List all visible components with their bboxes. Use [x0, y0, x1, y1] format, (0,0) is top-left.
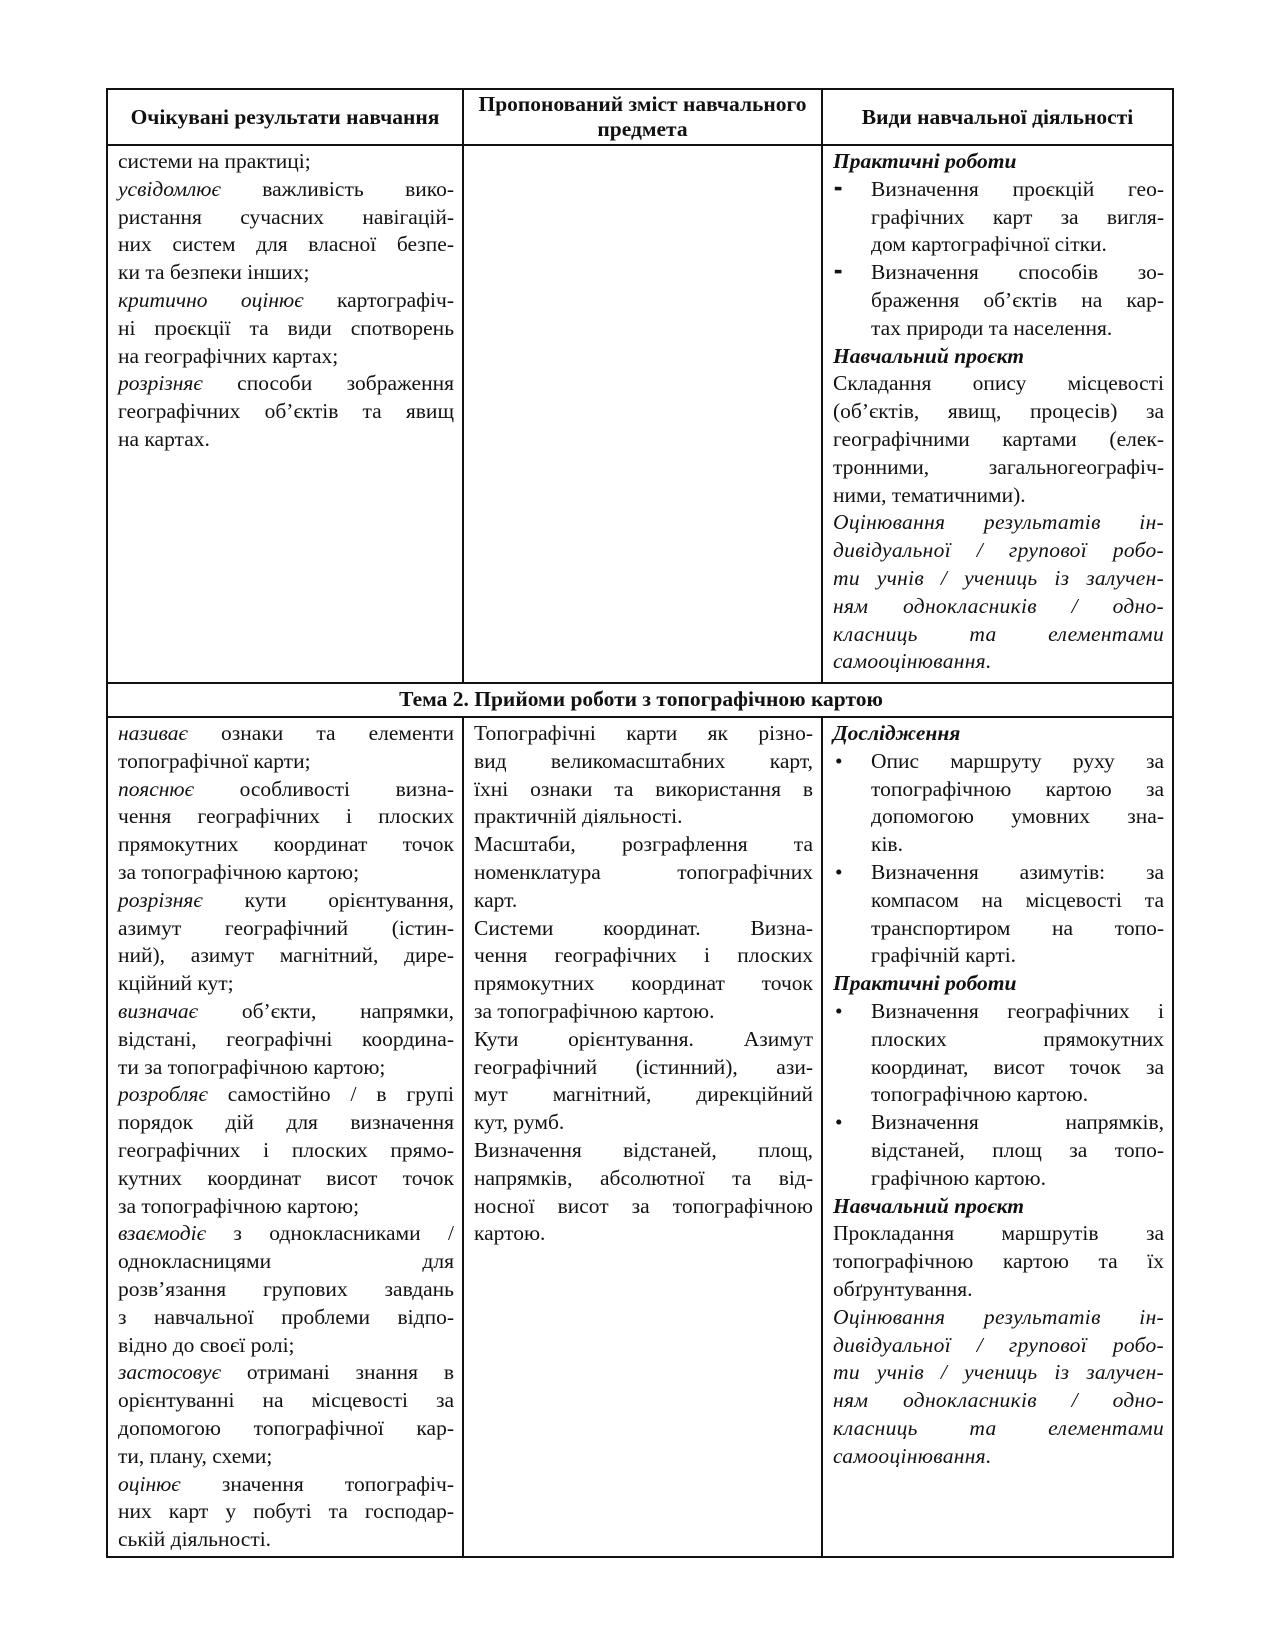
- outcome-line: [118, 1081, 454, 1109]
- outcome-text: особливості визна-: [193, 776, 454, 801]
- evaluation-line: дивідуальної / групової робо-: [833, 538, 1164, 563]
- outcome-text: допомогою топографічної кар-: [118, 1415, 454, 1440]
- outcome-line: [118, 1359, 454, 1387]
- outcome-text: важливість вико-: [220, 176, 454, 201]
- list-item: [833, 748, 1164, 859]
- outcome-line: [118, 915, 454, 943]
- outcome-line: [118, 942, 454, 970]
- section1-expected-results: [107, 145, 463, 683]
- outcome-text: чення географічних і плоских: [118, 804, 454, 829]
- outcome-text: ні проєкції та види спотворень: [118, 315, 454, 340]
- bullet-list: [833, 998, 1164, 1193]
- outcome-line: [118, 370, 454, 398]
- bullet-icon: •: [835, 1110, 843, 1135]
- content-line: географічний (істинний), ази-: [474, 1054, 813, 1079]
- list-item: [833, 259, 1164, 342]
- outcome-text: за топографічною картою;: [118, 859, 360, 884]
- section1-activities: [822, 145, 1173, 683]
- outcome-line: [118, 1443, 454, 1471]
- bullet-icon: •: [835, 859, 843, 884]
- list-item-line: координат, висот точок за: [871, 1054, 1164, 1079]
- outcome-line: [118, 970, 454, 998]
- outcome-line: [118, 1165, 454, 1193]
- outcome-text: орієнтуванні на місцевості за: [118, 1388, 454, 1413]
- outcome-verb: усвідомлює: [118, 176, 221, 201]
- outcome-text: ти, плану, схеми;: [118, 1443, 273, 1468]
- outcome-line: [118, 1220, 454, 1248]
- outcome-text: ристання сучасних навігацій-: [118, 204, 454, 229]
- content-line: Визначення відстаней, площ,: [474, 1137, 813, 1162]
- outcome-line: [118, 859, 454, 887]
- header-expected-results: Очікувані результати навчання: [107, 89, 463, 145]
- content-line: кут, румб.: [474, 1110, 565, 1135]
- content-line: Масштаби, розграфлення та: [474, 832, 813, 857]
- outcome-line: [118, 1276, 454, 1304]
- outcome-line: [118, 231, 454, 259]
- list-item-line: Визначення географічних і: [871, 998, 1164, 1023]
- list-item-line: Визначення азимутів: за: [871, 859, 1164, 884]
- header-activity-types: Види навчальної діяльності: [822, 89, 1173, 145]
- outcome-line: [118, 259, 454, 287]
- outcome-text: картографіч-: [303, 287, 454, 312]
- list-item-line: транспортиром на топо-: [871, 915, 1164, 940]
- content-line: Топографічні карти як різно-: [474, 721, 813, 745]
- outcome-line: [118, 1026, 454, 1054]
- list-item-line: топографічною картою за: [871, 776, 1164, 801]
- outcome-verb: розрізняє: [118, 371, 203, 396]
- outcome-text: способи зображення: [202, 371, 454, 396]
- list-item-line: Визначення проєкцій гео-: [871, 176, 1164, 201]
- outcome-line: [118, 1415, 454, 1443]
- outcome-line: [118, 148, 454, 176]
- outcome-text: на картах.: [118, 426, 210, 451]
- outcome-line: [118, 1471, 454, 1499]
- outcome-verb: оцінює: [118, 1471, 181, 1496]
- content-line: носної висот за топографічною: [474, 1193, 813, 1218]
- outcome-line: [118, 998, 454, 1026]
- topic-row: [107, 683, 1173, 717]
- content-line: мут магнітний, дирекційний: [474, 1082, 813, 1107]
- project-line: географічними картами (елек-: [833, 426, 1164, 451]
- outcome-text: з навчальної проблеми відпо-: [118, 1304, 454, 1329]
- bullet-list: [833, 176, 1164, 343]
- project-line: топографічною картою та їх: [833, 1249, 1164, 1274]
- outcome-text: об’єкти, напрямки,: [198, 998, 454, 1023]
- project-line: обґрунтування.: [833, 1276, 973, 1301]
- list-item-line: Визначення напрямків,: [871, 1110, 1164, 1135]
- header-proposed-content: Пропонований зміст навчального предмета: [463, 89, 822, 145]
- outcome-line: [118, 426, 454, 454]
- content-line: картою.: [474, 1221, 546, 1246]
- list-item: [833, 859, 1164, 970]
- outcome-line: [118, 1304, 454, 1332]
- content-line: вид великомасштабних карт,: [474, 748, 813, 773]
- outcome-text: порядок дій для визначення: [118, 1110, 454, 1135]
- content-line: прямокутних координат точок: [474, 971, 813, 996]
- outcome-text: азимут географічний (істин-: [118, 915, 454, 940]
- list-item-line: графічній карті.: [871, 943, 1017, 968]
- evaluation-line: ти учнів / учениць із залучен-: [833, 1360, 1164, 1385]
- outcome-line: [118, 1137, 454, 1165]
- list-item-line: плоских прямокутних: [871, 1026, 1164, 1051]
- table-header-row: [107, 89, 1173, 145]
- evaluation-line: Оцінювання результатів ін-: [833, 1304, 1164, 1329]
- outcome-text: за топографічною картою;: [118, 1193, 360, 1218]
- list-item: [833, 176, 1164, 259]
- list-item-line: компасом на місцевості та: [871, 887, 1164, 912]
- project-line: Складання опису місцевості: [833, 371, 1164, 396]
- list-item-line: графічною картою.: [871, 1165, 1046, 1190]
- outcome-line: [118, 831, 454, 859]
- outcome-line: [118, 204, 454, 232]
- evaluation-line: самооцінювання.: [833, 1443, 992, 1468]
- table-row: [107, 145, 1173, 683]
- outcome-text: відно до своєї ролі;: [118, 1332, 295, 1357]
- outcome-text: них карт у побуті та господар-: [118, 1499, 454, 1524]
- outcome-text: значення топографіч-: [180, 1471, 454, 1496]
- list-item-line: Опис маршруту руху за: [871, 748, 1164, 773]
- outcome-text: ний), азимут магнітний, дире-: [118, 943, 454, 968]
- outcome-text: ки та безпеки інших;: [118, 260, 310, 285]
- outcome-line: [118, 176, 454, 204]
- section2-activities: [822, 717, 1173, 1557]
- outcome-line: [118, 720, 454, 748]
- content-line: карт.: [474, 887, 518, 912]
- outcome-line: [118, 1054, 454, 1082]
- table-row: [107, 717, 1173, 1557]
- research-heading: Дослідження: [833, 721, 961, 745]
- practical-works-heading: Практичні роботи: [833, 149, 1017, 173]
- educational-project-heading: Навчальний проєкт: [833, 1193, 1024, 1218]
- outcome-line: [118, 803, 454, 831]
- outcome-text: розв’язання групових завдань: [118, 1276, 454, 1301]
- outcome-line: [118, 1193, 454, 1221]
- outcome-text: кутних координат висот точок: [118, 1165, 454, 1190]
- outcome-line: [118, 748, 454, 776]
- outcome-line: [118, 1332, 454, 1360]
- outcome-text: відстані, географічні координа-: [118, 1026, 454, 1051]
- outcome-verb: критично оцінює: [118, 287, 304, 312]
- list-item-line: графічних карт за вигля-: [871, 204, 1164, 229]
- bullet-icon: •: [835, 998, 843, 1023]
- content-line: чення географічних і плоских: [474, 943, 813, 968]
- topic-heading: Тема 2. Прийоми роботи з топографічною картою: [107, 683, 1173, 717]
- outcome-line: [118, 343, 454, 371]
- content-line: практичній діяльності.: [474, 804, 683, 829]
- evaluation-line: Оцінювання результатів ін-: [833, 510, 1164, 535]
- outcome-text: ській діяльності.: [118, 1527, 272, 1552]
- outcome-text: географічних об’єктів та явищ: [118, 399, 454, 424]
- outcome-line: [118, 1248, 454, 1276]
- bullet-icon: ╸: [835, 260, 848, 285]
- outcome-line: [118, 776, 454, 804]
- outcome-line: [118, 398, 454, 426]
- project-line: Прокладання маршрутів за: [833, 1221, 1164, 1246]
- list-item: [833, 1109, 1164, 1192]
- content-line: Кути орієнтування. Азимут: [474, 1026, 813, 1051]
- outcome-text: з однокласниками /: [205, 1221, 454, 1246]
- list-item: [833, 998, 1164, 1109]
- evaluation-line: дивідуальної / групової робо-: [833, 1332, 1164, 1357]
- project-line: (об’єктів, явищ, процесів) за: [833, 399, 1164, 424]
- curriculum-table: [106, 88, 1174, 1558]
- content-line: напрямків, абсолютної та від-: [474, 1165, 813, 1190]
- outcome-line: [118, 1387, 454, 1415]
- content-line: Системи координат. Визна-: [474, 915, 813, 940]
- outcome-text: на географічних картах;: [118, 343, 339, 368]
- section2-content: [463, 717, 822, 1557]
- evaluation-line: самооцінювання.: [833, 649, 992, 674]
- outcome-text: топографічної карти;: [118, 748, 311, 773]
- outcome-line: [118, 1526, 454, 1554]
- outcome-line: [118, 315, 454, 343]
- outcome-verb: визначає: [118, 998, 198, 1023]
- outcome-verb: називає: [118, 721, 188, 745]
- list-item-line: допомогою умовних зна-: [871, 804, 1164, 829]
- outcome-line: [118, 287, 454, 315]
- evaluation-line: ням однокласників / одно-: [833, 593, 1164, 618]
- outcome-text: географічних і плоских прямо-: [118, 1137, 454, 1162]
- outcome-verb: застосовує: [118, 1360, 221, 1385]
- list-item-line: браження об’єктів на кар-: [871, 287, 1164, 312]
- outcome-text: однокласницями для: [118, 1249, 454, 1274]
- educational-project-heading: Навчальний проєкт: [833, 343, 1024, 368]
- outcome-line: [118, 887, 454, 915]
- bullet-list: [833, 748, 1164, 970]
- content-line: номенклатура топографічних: [474, 859, 813, 884]
- evaluation-line: класниць та елементами: [833, 621, 1164, 646]
- list-item-line: топографічною картою.: [871, 1082, 1089, 1107]
- content-line: за топографічною картою.: [474, 998, 715, 1023]
- outcome-verb: розробляє: [118, 1082, 208, 1107]
- bullet-icon: ╸: [835, 176, 848, 201]
- outcome-line: [118, 1109, 454, 1137]
- outcome-verb: пояснює: [118, 776, 194, 801]
- outcome-text: кційний кут;: [118, 971, 234, 996]
- outcome-text: прямокутних координат точок: [118, 832, 454, 857]
- practical-works-heading: Практичні роботи: [833, 971, 1017, 996]
- outcome-text: кути орієнтування,: [202, 887, 454, 912]
- outcome-text: отримані знання в: [220, 1360, 454, 1385]
- section1-content-empty: [463, 145, 822, 683]
- evaluation-line: ням однокласників / одно-: [833, 1388, 1164, 1413]
- list-item-line: відстаней, площ за топо-: [871, 1137, 1164, 1162]
- content-line: їхні ознаки та використання в: [474, 776, 813, 801]
- outcome-verb: розрізняє: [118, 887, 203, 912]
- outcome-text: них систем для власної безпе-: [118, 232, 454, 257]
- project-line: ними, тематичними).: [833, 482, 1026, 507]
- list-item-line: тах природи та населення.: [871, 315, 1113, 340]
- outcome-text: системи на практиці;: [118, 149, 311, 173]
- evaluation-line: класниць та елементами: [833, 1415, 1164, 1440]
- outcome-line: [118, 1498, 454, 1526]
- outcome-text: ознаки та елементи: [187, 721, 454, 745]
- section2-expected-results: [107, 717, 463, 1557]
- evaluation-line: ти учнів / учениць із залучен-: [833, 565, 1164, 590]
- bullet-icon: •: [835, 748, 843, 773]
- outcome-verb: взаємодіє: [118, 1221, 206, 1246]
- list-item-line: ків.: [871, 832, 903, 857]
- list-item-line: Визначення способів зо-: [871, 260, 1164, 285]
- outcome-text: ти за топографічною картою;: [118, 1054, 386, 1079]
- outcome-text: самостійно / в групі: [207, 1082, 454, 1107]
- list-item-line: дом картографічної сітки.: [871, 232, 1107, 257]
- project-line: тронними, загальногеографіч-: [833, 454, 1164, 479]
